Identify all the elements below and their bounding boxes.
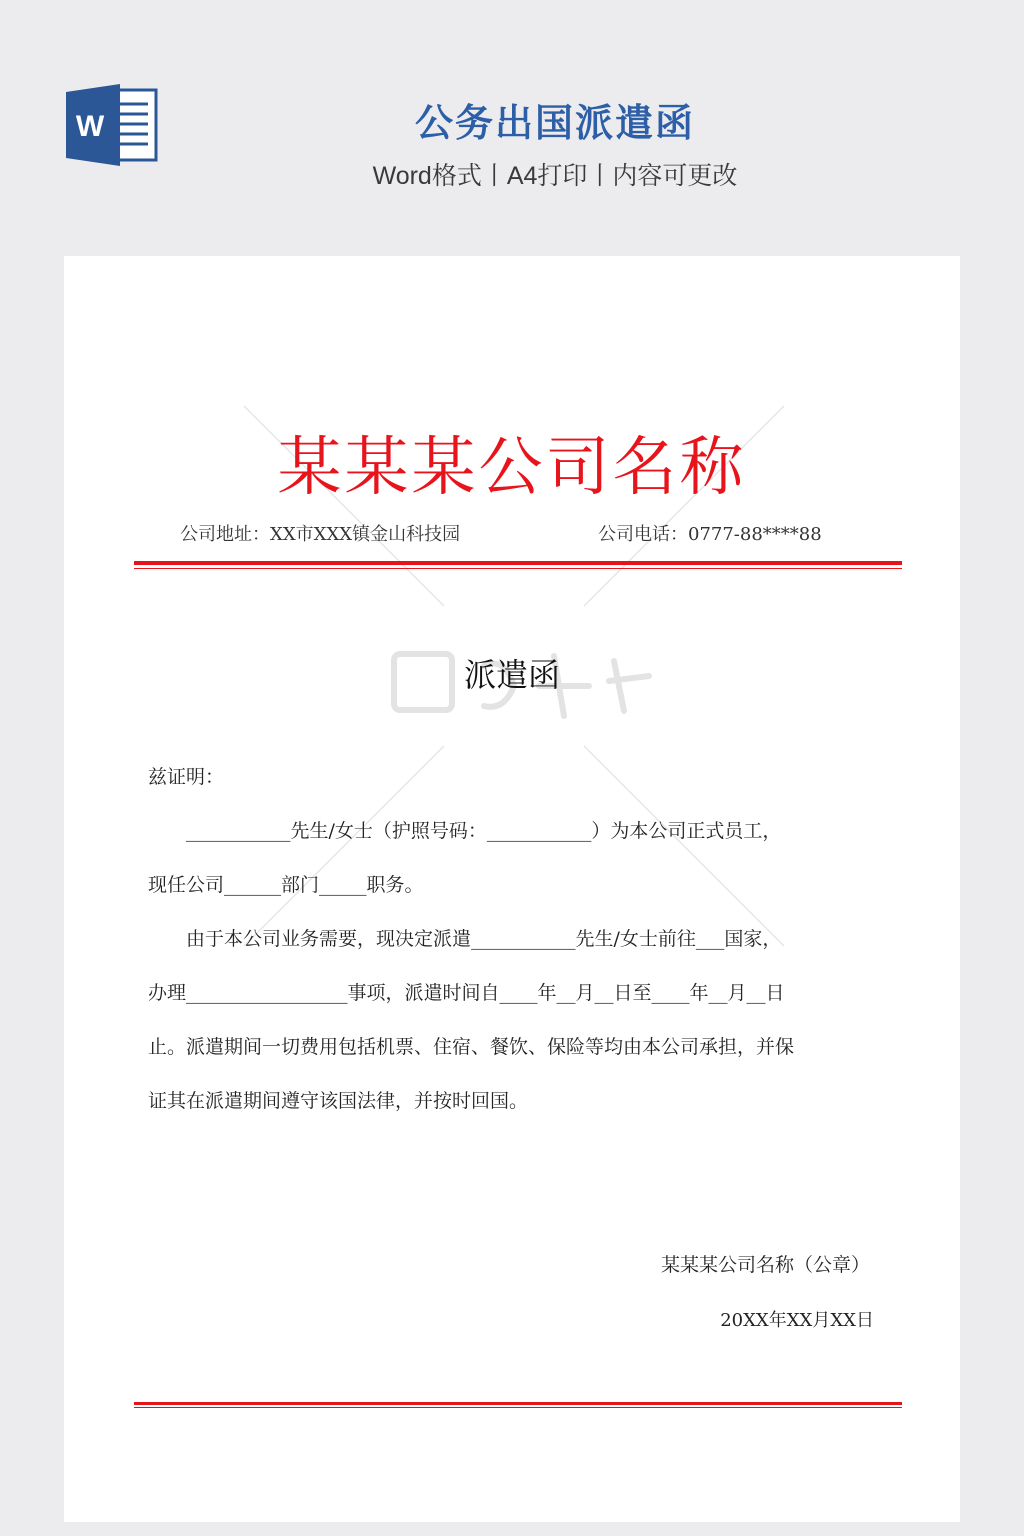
letterhead-divider-thin bbox=[134, 568, 902, 569]
footer-divider-thick bbox=[134, 1402, 902, 1405]
document-title: 派遣函 bbox=[463, 656, 560, 694]
body-line: 由于本公司业务需要，现决定派遣___________先生/女士前往___国家， bbox=[186, 928, 782, 950]
banner-subtitle: Word格式丨A4打印丨内容可更改 bbox=[372, 162, 738, 190]
document-date: 20XX年XX月XX日 bbox=[720, 1310, 874, 1331]
body-line: 止。派遣期间一切费用包括机票、住宿、餐饮、保险等均由本公司承担，并保 bbox=[148, 1036, 795, 1058]
body-line: ___________先生/女士（护照号码：___________）为本公司正式员工， bbox=[186, 820, 782, 842]
body-line: 兹证明： bbox=[148, 766, 225, 788]
body-line: 现任公司______部门_____职务。 bbox=[148, 874, 424, 896]
body-line: 证其在派遣期间遵守该国法律，并按时回国。 bbox=[148, 1090, 529, 1112]
company-address: 公司地址：XX市XXX镇金山科技园 bbox=[180, 524, 461, 545]
signature: 某某某公司名称（公章） bbox=[660, 1254, 870, 1276]
body-line: 办理_________________事项，派遣时间自____年__月__日至____年__月__日 bbox=[148, 982, 785, 1004]
document-page bbox=[64, 256, 960, 1522]
word-icon-letter: W bbox=[75, 110, 105, 143]
company-phone: 公司电话：0777-88****88 bbox=[598, 524, 822, 545]
company-name: 某某某公司名称 bbox=[277, 431, 747, 505]
banner-title: 公务出国派遣函 bbox=[414, 101, 695, 145]
letterhead-divider-thick bbox=[134, 561, 902, 565]
footer-divider-thin bbox=[134, 1407, 902, 1408]
